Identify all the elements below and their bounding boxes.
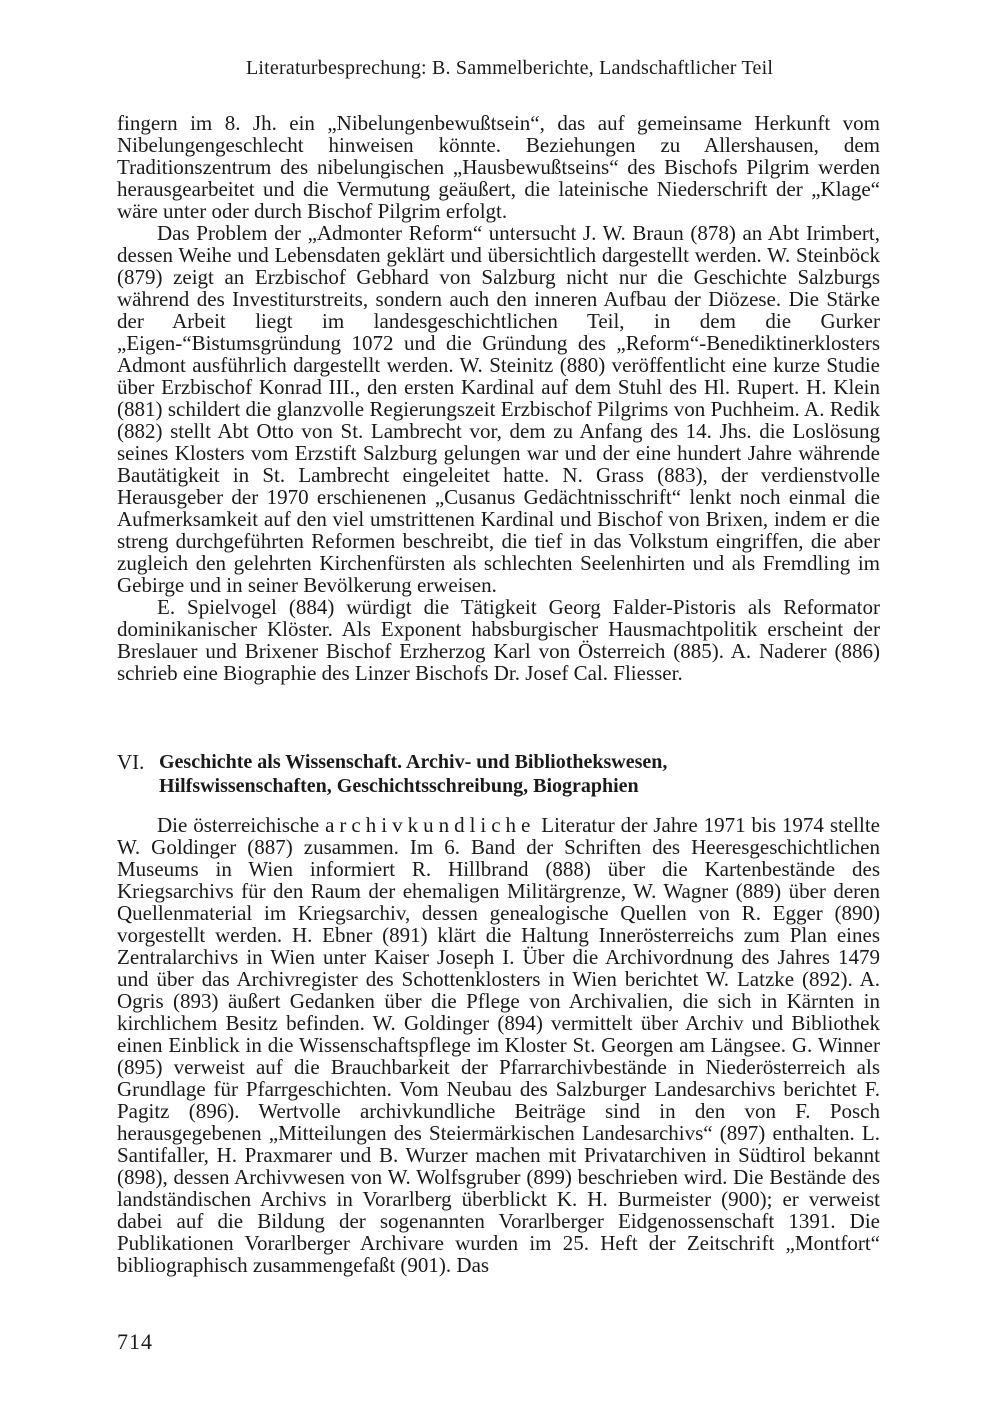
paragraph: fingern im 8. Jh. ein „Nibelungenbewußtsein“, das auf gemeinsame Herkunft vom Nibelungengeschlecht hinweisen könnte. Beziehungen zu Allershausen, dem Traditionszentrum des nibelungischen „Hausbewußtseins“ des Bischofs Pilgrim werden herausgearbeitet und die Vermutung geäußert, die lateinische Niederschrift der „Klage“ wäre unter oder durch Bischof Pilgrim erfolgt. (117, 111, 880, 223)
section-title (159, 750, 880, 798)
section-heading (117, 750, 880, 798)
section-number: VI. (117, 750, 145, 774)
text-block-archives (117, 814, 880, 1276)
section-title-line: Geschichte als Wissenschaft. Archiv- und Bibliothekswesen, (159, 751, 668, 773)
paragraph: E. Spielvogel (884) würdigt die Tätigkeit Georg Falder-Pistoris als Reformator dominikanischer Klöster. Als Exponent habsburgischer Hausmachtpolitik erscheint der Breslauer und Brixener Bischof Erzherzog Karl von Österreich (885). A. Naderer (886) schrieb eine Biographie des Linzer Bischofs Dr. Josef Cal. Fliesser. (117, 595, 880, 685)
lead-text: Die österreichische (157, 813, 326, 837)
spaced-keyword: archivkundliche (325, 813, 536, 837)
text-block-literature-review (117, 112, 880, 684)
section-title-line: Hilfswissenschaften, Geschichtsschreibung, Biographien (159, 775, 639, 797)
page-number: 714 (117, 1329, 153, 1354)
paragraph-text: Literatur der Jahre 1971 bis 1974 stellte W. Goldinger (887) zusammen. Im 6. Band der Schriften des Heeresgeschichtlichen Museums in Wien informiert R. Hillbrand (888) über die Kartenbestände des Kriegsarchivs für den Raum der ehemaligen Militärgrenze, W. Wagner (889) über deren Quellenmaterial im Kriegsarchiv, dessen genealogische Quellen von R. Egger (890) vorgestellt werden. H. Ebner (891) klärt die Haltung Innerösterreichs zum Plan eines Zentralarchivs in Wien unter Kaiser Joseph I. Über die Archivordnung des Jahres 1479 und über das Archivregister des Schottenklosters in Wien berichtet W. Latzke (892). A. Ogris (893) äußert Gedanken über die Pflege von Archivalien, die sich in Kärnten in kirchlichem Besitz befinden. W. Goldinger (894) vermittelt über Archiv und Bibliothek einen Einblick in die Wissenschaftspflege im Kloster St. Georgen am Längsee. G. Winner (895) verweist auf die Brauchbarkeit der Pfarrarchivbestände in Niederösterreich als Grundlage für Pfarrgeschichten. Vom Neubau des Salzburger Landesarchivs berichtet F. Pagitz (896). Wertvolle archivkundliche Beiträge sind in den von F. Posch herausgegebenen „Mitteilungen des Steiermärkischen Landesarchivs“ (897) enthalten. L. Santifaller, H. Praxmarer und B. Wurzer machen mit Privatarchiven in Südtirol bekannt (898), dessen Archivwesen von W. Wolfsgruber (899) beschrieben wird. Die Bestände des landständischen Archivs in Vorarlberg überblickt K. H. Burmeister (900); er verweist dabei auf die Bildung der sogenannten Vorarlberger Eidgenossenschaft 1391. Die Publikationen Vorarlberger Archivare wurden im 25. Heft der Zeitschrift „Montfort“ bibliographisch zusammengefaßt (901). Das (117, 813, 880, 1277)
paragraph (117, 814, 880, 1276)
running-head: Literaturbesprechung: B. Sammelberichte, Landschaftlicher Teil (246, 57, 774, 79)
paragraph: Das Problem der „Admonter Reform“ untersucht J. W. Braun (878) an Abt Irimbert, dessen Weihe und Lebensdaten geklärt und übersichtlich dargestellt werden. W. Steinböck (879) zeigt an Erzbischof Gebhard von Salzburg nicht nur die Geschichte Salzburgs während des Investiturstreits, sondern auch den inneren Aufbau der Diözese. Die Stärke der Arbeit liegt im landesgeschichtlichen Teil, in dem die Gurker „Eigen-“Bistumsgründung 1072 und die Gründung des „Reform“-Benediktinerklosters Admont ausführlich dargestellt werden. W. Steinitz (880) veröffentlicht eine kurze Studie über Erzbischof Konrad III., den ersten Kardinal auf dem Stuhl des Hl. Rupert. H. Klein (881) schildert die glanzvolle Regierungszeit Erzbischof Pilgrims von Puchheim. A. Redik (882) stellt Abt Otto von St. Lambrecht vor, dem zu Anfang des 14. Jhs. die Loslösung seines Klosters vom Erzstift Salzburg gelungen war und der eine hundert Jahre währende Bautätigkeit in St. Lambrecht eingeleitet hatte. N. Grass (883), der verdienstvolle Herausgeber der 1970 erschienenen „Cusanus Gedächtnisschrift“ lenkt noch einmal die Aufmerksamkeit auf den viel umstrittenen Kardinal und Bischof von Brixen, indem er die streng durchgeführten Reformen beschreibt, die tief in das Volkstum eingriffen, die aber zugleich den gelehrten Kirchenfürsten als schlechten Seelenhirten und als Fremdling im Gebirge und in seiner Bevölkerung erweisen. (117, 221, 880, 597)
